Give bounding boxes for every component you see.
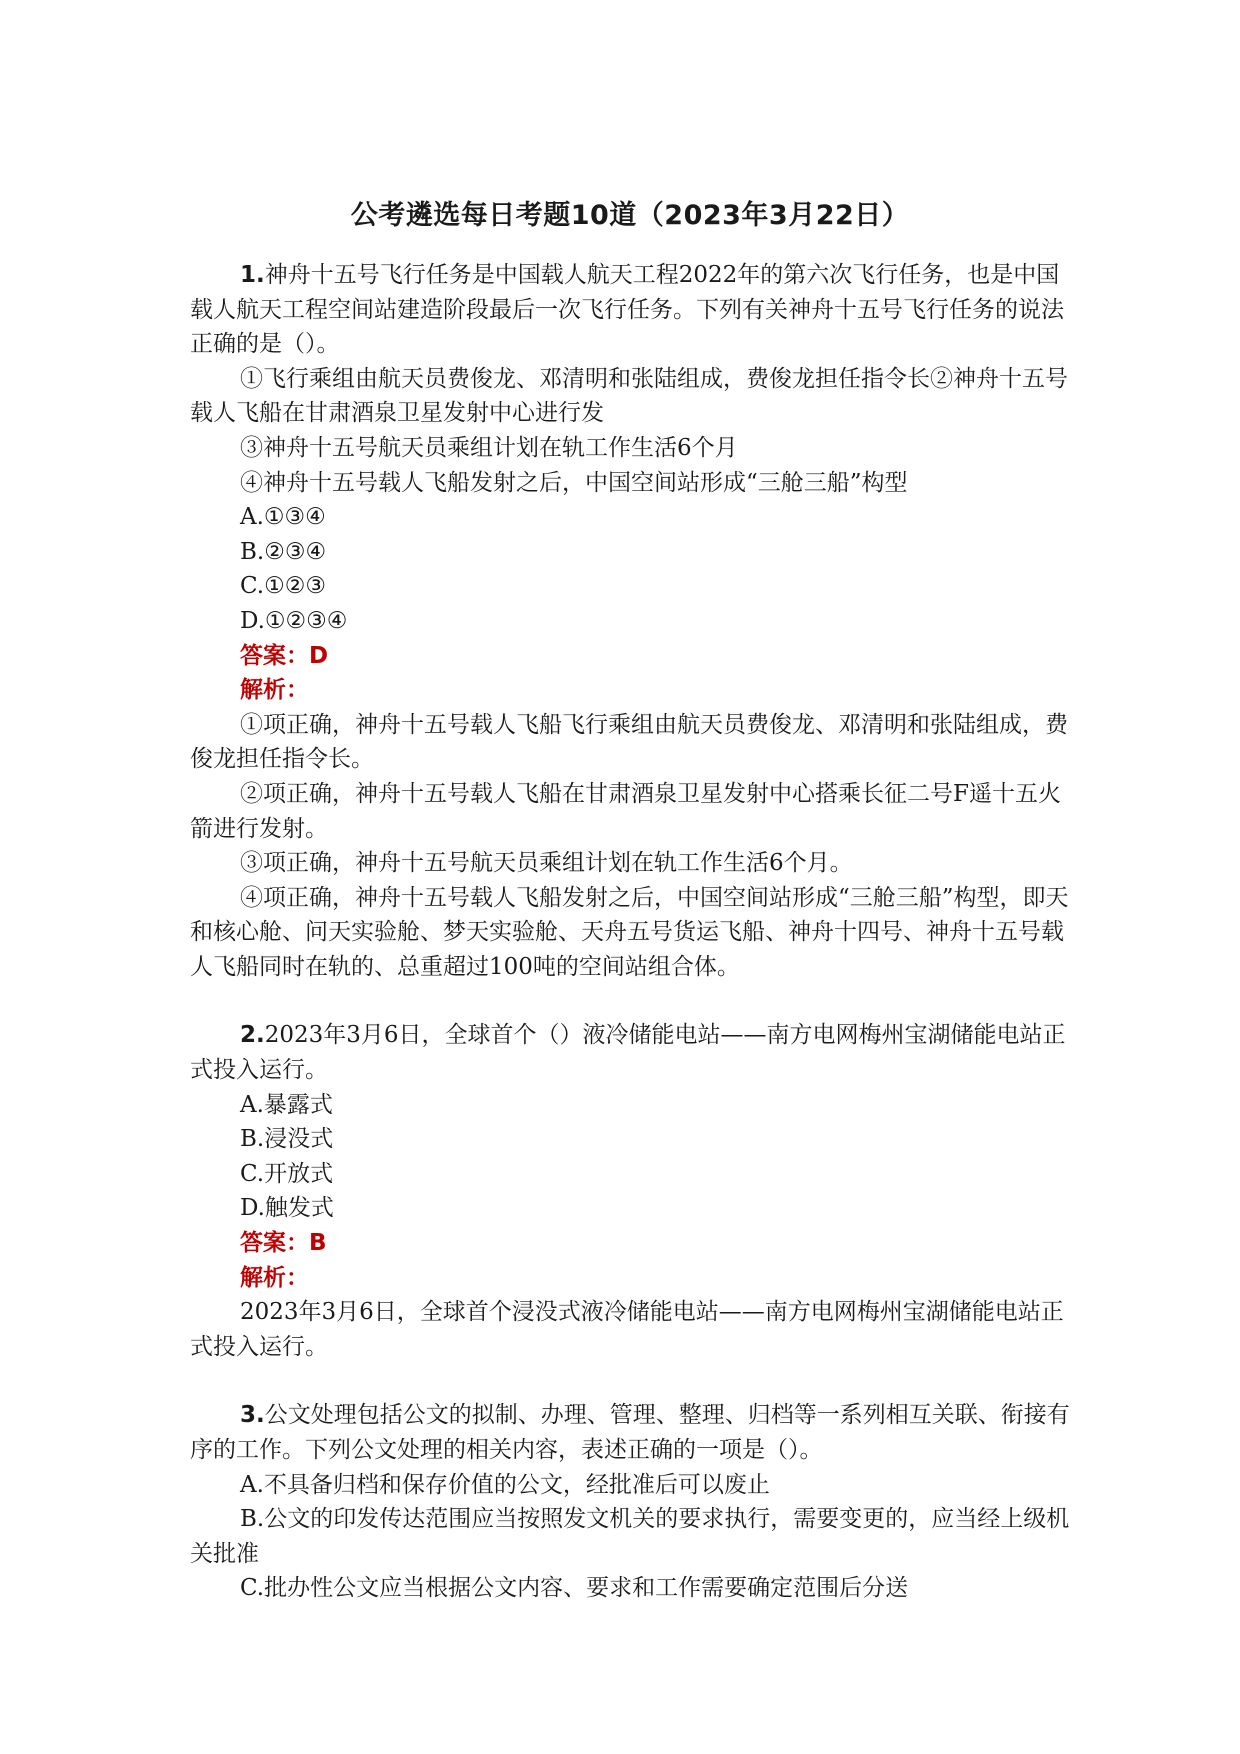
option-b: B.公文的印发传达范围应当按照发文机关的要求执行，需要变更的，应当经上级机关批准: [190, 1506, 1070, 1567]
question-3: [190, 1398, 1070, 1606]
statement-item: ①飞行乘组由航天员费俊龙、邓清明和张陆组成，费俊龙担任指令长②神舟十五号载人飞船在甘肃酒泉卫星发射中心进行发: [190, 365, 1068, 427]
option-b: B.浸没式: [240, 1126, 334, 1153]
option-a: A.不具备归档和保存价值的公文，经批准后可以废止: [240, 1471, 770, 1498]
option-c: C.开放式: [240, 1160, 334, 1187]
document-page: [190, 196, 1070, 1606]
analysis-text: ③项正确，神舟十五号航天员乘组计划在轨工作生活6个月。: [240, 850, 853, 877]
question-stem: 2.2023年3月6日，全球首个（）液冷储能电站——南方电网梅州宝湖储能电站正式投入运行。: [190, 1022, 1066, 1084]
question-stem: 3.公文处理包括公文的拟制、办理、管理、整理、归档等一系列相互关联、衔接有序的工作。下列公文处理的相关内容，表述正确的一项是（）。: [190, 1402, 1070, 1463]
analysis-text: ④项正确，神舟十五号载人飞船发射之后，中国空间站形成“三舱三船”构型，即天和核心舱、问天实验舱、梦天实验舱、天舟五号货运飞船、神舟十四号、神舟十五号载人飞船同时在轨的、总重超过100吨的空间站组合体。: [190, 884, 1069, 980]
question-2: [190, 1018, 1070, 1364]
analysis-label: 解析：: [240, 1264, 309, 1291]
question-1: [190, 258, 1070, 984]
option-d: D.①②③④: [240, 607, 348, 634]
answer-label: 答案：B: [240, 1230, 327, 1257]
question-number: 2.: [240, 1022, 265, 1049]
option-b: B.②③④: [240, 538, 327, 565]
question-number: 3.: [240, 1402, 265, 1429]
analysis-text: ①项正确，神舟十五号载人飞船飞行乘组由航天员费俊龙、邓清明和张陆组成，费俊龙担任指令长。: [190, 711, 1068, 773]
spacer: [190, 1364, 1070, 1398]
statement-item: ③神舟十五号航天员乘组计划在轨工作生活6个月: [240, 434, 738, 461]
option-d: D.触发式: [240, 1195, 334, 1222]
option-c: C.①②③: [240, 573, 326, 600]
option-a: A.①③④: [240, 504, 326, 531]
question-stem: 1.神舟十五号飞行任务是中国载人航天工程2022年的第六次飞行任务，也是中国载人航天工程空间站建造阶段最后一次飞行任务。下列有关神舟十五号飞行任务的说法正确的是（）。: [190, 262, 1064, 358]
analysis-label: 解析：: [240, 677, 309, 704]
page-title: 公考遴选每日考题10道（2023年3月22日）: [350, 200, 910, 231]
option-a: A.暴露式: [240, 1091, 333, 1118]
analysis-text: ②项正确，神舟十五号载人飞船在甘肃酒泉卫星发射中心搭乘长征二号F遥十五火箭进行发射。: [190, 780, 1061, 842]
option-c: C.批办性公文应当根据公文内容、要求和工作需要确定范围后分送: [240, 1575, 909, 1602]
spacer: [190, 984, 1070, 1018]
answer-label: 答案：D: [240, 642, 329, 669]
analysis-text: 2023年3月6日，全球首个浸没式液冷储能电站——南方电网梅州宝湖储能电站正式投入运行。: [190, 1299, 1064, 1360]
statement-item: ④神舟十五号载人飞船发射之后，中国空间站形成“三舱三船”构型: [240, 469, 908, 496]
question-number: 1.: [240, 262, 265, 288]
